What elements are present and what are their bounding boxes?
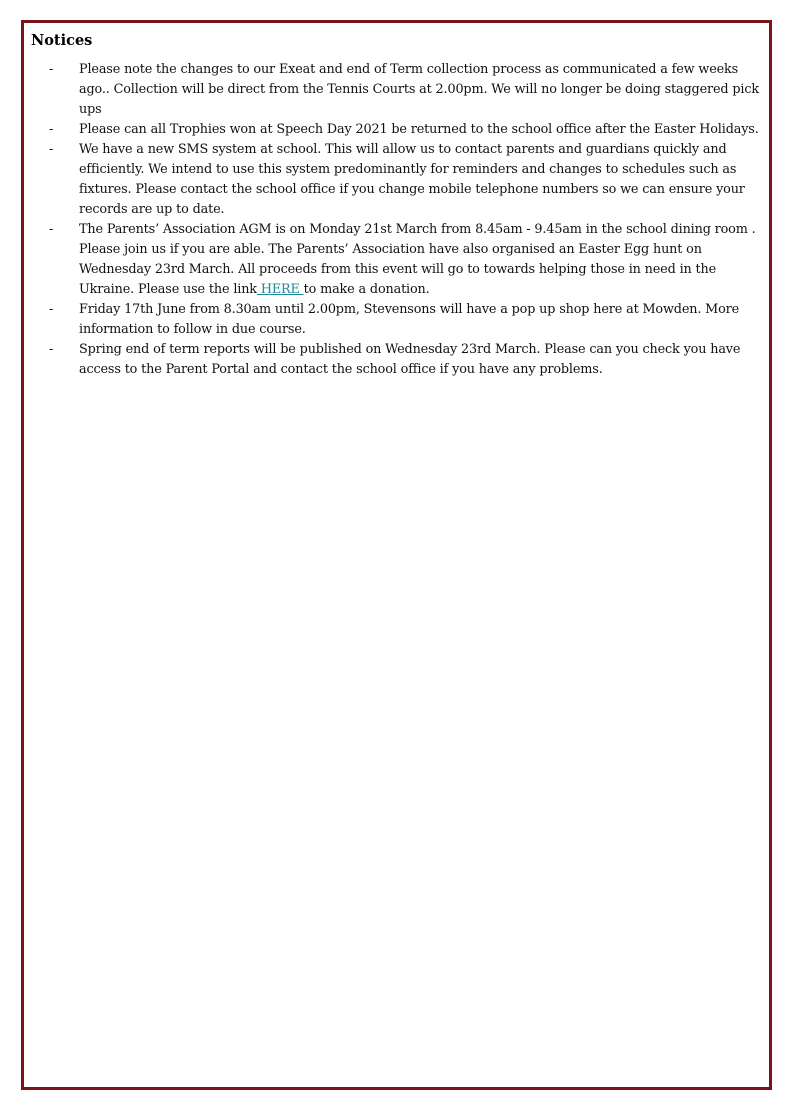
notice-text: Spring end of term reports will be published on Wednesday 23rd March. Please can you check you have access to the Parent Portal and contact the school office if you have any problems. xyxy=(79,342,741,377)
bullet-dash: - xyxy=(49,342,54,357)
notice-text: Please note the changes to our Exeat and end of Term collection process as communicated a few weeks ago.. Collection will be direct from the Tennis Courts at 2.00pm. We will no longer be doing staggered pick ups xyxy=(79,62,759,117)
bullet-dash: - xyxy=(49,302,54,317)
notice-text: Please can all Trophies won at Speech Day 2021 be returned to the school office after the Easter Holidays. xyxy=(79,122,759,137)
bullet-dash: - xyxy=(49,142,54,157)
notice-item-trophies xyxy=(49,120,761,140)
bullet-dash: - xyxy=(49,62,54,77)
bullet-dash: - xyxy=(49,122,54,137)
notice-item-pop-up-shop xyxy=(49,300,761,340)
notice-item-exeat-collection xyxy=(49,60,761,120)
donation-link[interactable]: HERE xyxy=(256,282,304,297)
notice-item-parents-association xyxy=(49,220,761,300)
notice-list xyxy=(49,60,761,380)
notice-item-sms-system xyxy=(49,140,761,220)
bullet-dash: - xyxy=(49,222,54,237)
notice-text-before-link: The Parents’ Association AGM is on Monday 21st March from 8.45am - 9.45am in the school dining room . Please join us if you are able. The Parents’ Association have also organised an Easter Egg hunt on Wednesday 23rd March. All proceeds from this event will go to towards helping those in need in the Ukraine. Please use the link xyxy=(79,222,756,297)
notice-item-term-reports xyxy=(49,340,761,380)
notice-text: Friday 17th June from 8.30am until 2.00pm, Stevensons will have a pop up shop here at Mowden. More information to follow in due course. xyxy=(79,302,740,337)
notice-text: We have a new SMS system at school. This will allow us to contact parents and guardians quickly and efficiently. We intend to use this system predominantly for reminders and changes to schedules such as fixtures. Please contact the school office if you change mobile telephone numbers so we can ensure your records are up to date. xyxy=(79,142,745,217)
notice-text-after-link: to make a donation. xyxy=(303,282,430,297)
page-title: Notices xyxy=(31,32,93,49)
